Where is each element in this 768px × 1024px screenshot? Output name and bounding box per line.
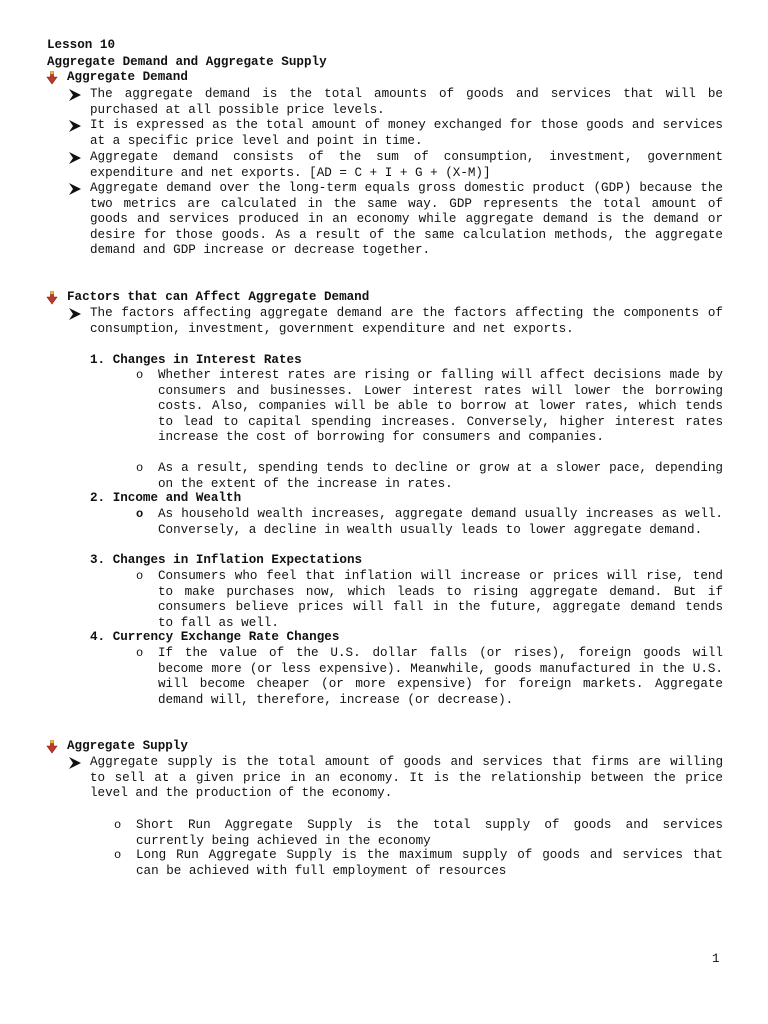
- paragraph-long-run-as: Long Run Aggregate Supply is the maximum supply of goods and services that can be achieved with full employment of resources: [136, 848, 723, 878]
- factor-heading-inflation: [90, 553, 362, 569]
- lesson-number: Lesson 10: [47, 38, 116, 52]
- paragraph-factors-intro: The factors affecting aggregate demand are the factors affecting the components of consumption, investment, government expenditure and net exports.: [90, 306, 723, 336]
- circle-bullet: o: [136, 507, 144, 521]
- hand-pointing-icon: [45, 740, 59, 754]
- factor-number: 2.: [90, 491, 106, 505]
- factor-heading-income-wealth: [90, 491, 241, 507]
- paragraph-income-wealth: As household wealth increases, aggregate demand usually increases as well. Conversely, a decline in wealth usually leads to lower aggregate demand.: [158, 507, 723, 537]
- arrowhead-bullet-icon: [68, 182, 82, 196]
- paragraph-ad-components: Aggregate demand consists of the sum of consumption, investment, government expenditure and net exports. [AD = C + I + G + (X-M)]: [90, 150, 723, 180]
- factor-number: 1.: [90, 353, 106, 367]
- arrowhead-bullet-icon: [68, 88, 82, 102]
- hand-pointing-icon: [45, 71, 59, 85]
- circle-bullet: o: [136, 569, 144, 583]
- circle-bullet: o: [136, 461, 144, 475]
- section-heading-factors: [45, 290, 369, 306]
- document-title: Aggregate Demand and Aggregate Supply: [47, 55, 327, 69]
- factor-title: Income and Wealth: [112, 491, 242, 505]
- arrowhead-bullet-icon: [68, 756, 82, 770]
- factor-number: 4.: [90, 630, 106, 644]
- factor-title: Changes in Inflation Expectations: [112, 553, 363, 567]
- paragraph-interest-rates-2: As a result, spending tends to decline or grow at a slower pace, depending on the extent of the increase in rates.: [158, 461, 723, 491]
- hand-pointing-icon: [45, 291, 59, 305]
- arrowhead-bullet-icon: [68, 119, 82, 133]
- circle-bullet: o: [114, 818, 122, 832]
- paragraph-ad-gdp: Aggregate demand over the long-term equals gross domestic product (GDP) because the two metrics are calculated in the same way. GDP represents the total amount of goods and services produced in an economy while aggregate demand is the demand or desire for those goods. As a result of the same calculation methods, the aggregate demand and GDP increase or decrease together.: [90, 181, 723, 257]
- circle-bullet: o: [136, 368, 144, 382]
- arrowhead-bullet-icon: [68, 307, 82, 321]
- section-heading-text: Aggregate Demand: [67, 70, 188, 85]
- circle-bullet: o: [136, 646, 144, 660]
- section-heading-aggregate-demand: [45, 70, 188, 86]
- paragraph-ad-expression: It is expressed as the total amount of money exchanged for those goods and services at a specific price level and point in time.: [90, 118, 723, 148]
- paragraph-as-definition: Aggregate supply is the total amount of goods and services that firms are willing to sell at a given price in an economy. It is the relationship between the price level and the production of the economy.: [90, 755, 723, 800]
- factor-heading-exchange-rate: [90, 630, 339, 646]
- paragraph-interest-rates-1: Whether interest rates are rising or falling will affect decisions made by consumers and businesses. Lower interest rates will lower the borrowing costs. Also, companies will be able to borrow at lower rates, which tends to lead to capital spending increases. Conversely, higher interest rates increase the cost of borrowing for consumers and companies.: [158, 368, 723, 444]
- page-number: 1: [712, 952, 720, 966]
- section-heading-text: Aggregate Supply: [67, 739, 188, 754]
- arrowhead-bullet-icon: [68, 151, 82, 165]
- factor-title: Currency Exchange Rate Changes: [112, 630, 340, 644]
- factor-heading-interest-rates: [90, 353, 302, 369]
- paragraph-ad-definition: The aggregate demand is the total amounts of goods and services that will be purchased at all possible price levels.: [90, 87, 723, 117]
- section-heading-text: Factors that can Affect Aggregate Demand: [67, 290, 370, 305]
- factor-number: 3.: [90, 553, 106, 567]
- factor-title: Changes in Interest Rates: [112, 353, 302, 367]
- paragraph-inflation: Consumers who feel that inflation will increase or prices will rise, tend to make purchases now, which leads to rising aggregate demand. But if consumers believe prices will fall in the future, aggregate demand tends to fall as well.: [158, 569, 723, 630]
- section-heading-aggregate-supply: [45, 739, 188, 755]
- paragraph-short-run-as: Short Run Aggregate Supply is the total supply of goods and services currently being achieved in the economy: [136, 818, 723, 848]
- paragraph-exchange-rate: If the value of the U.S. dollar falls (or rises), foreign goods will become more (or less expensive). Meanwhile, goods manufactured in the U.S. will become cheaper (or more expensive) for foreign markets. Aggregate demand will, therefore, increase (or decrease).: [158, 646, 723, 707]
- circle-bullet: o: [114, 848, 122, 862]
